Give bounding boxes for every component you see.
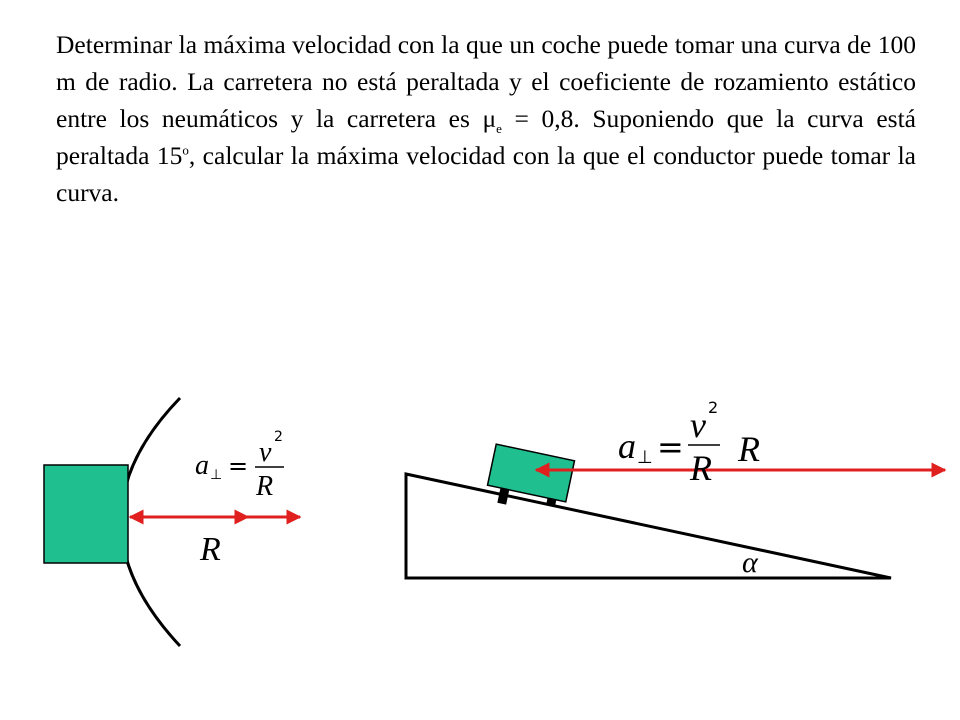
flat-curve-figure [44, 398, 300, 646]
car-top-view [44, 465, 128, 563]
problem-text-part3: , calcular la máxima velocidad con la que el conductor puede tomar la curva. [56, 141, 916, 207]
formula-a-right: a [618, 426, 636, 466]
formula-v-right: v [690, 405, 706, 445]
radius-label-right: R [738, 429, 760, 469]
mu-subscript: e [496, 121, 502, 137]
formula-exp-right: 2 [708, 398, 719, 417]
formula-R-left: R [256, 471, 274, 502]
formula-R-right: R [690, 448, 712, 488]
degree-superscript: o [182, 142, 189, 158]
formula-perp-right: ⊥ [637, 447, 653, 468]
curve-arc [121, 398, 180, 646]
formula-equals-left: = [228, 452, 249, 480]
radius-label-left: R [200, 531, 221, 568]
formula-perp-left: ⊥ [210, 467, 223, 483]
incline-triangle [406, 474, 891, 578]
formula-v-left: v [259, 437, 272, 468]
formula-equals-right: = [657, 428, 684, 466]
banked-curve-figure [406, 398, 945, 579]
problem-text-part1: Determinar la máxima velocidad con la que un coche puede tomar una curva de 100 m de radio. La carretera no está peraltada y el coeficiente de rozamiento estático entre los neumáticos y la carretera es [56, 30, 916, 133]
problem-text-part2: = 0,8. Suponiendo que la curva está peraltada 15 [56, 104, 916, 170]
formula-exp-left: 2 [274, 429, 283, 445]
angle-label-alpha: α [742, 546, 758, 579]
mu-symbol: μ [482, 104, 497, 133]
formula-a-left: a [195, 450, 209, 481]
